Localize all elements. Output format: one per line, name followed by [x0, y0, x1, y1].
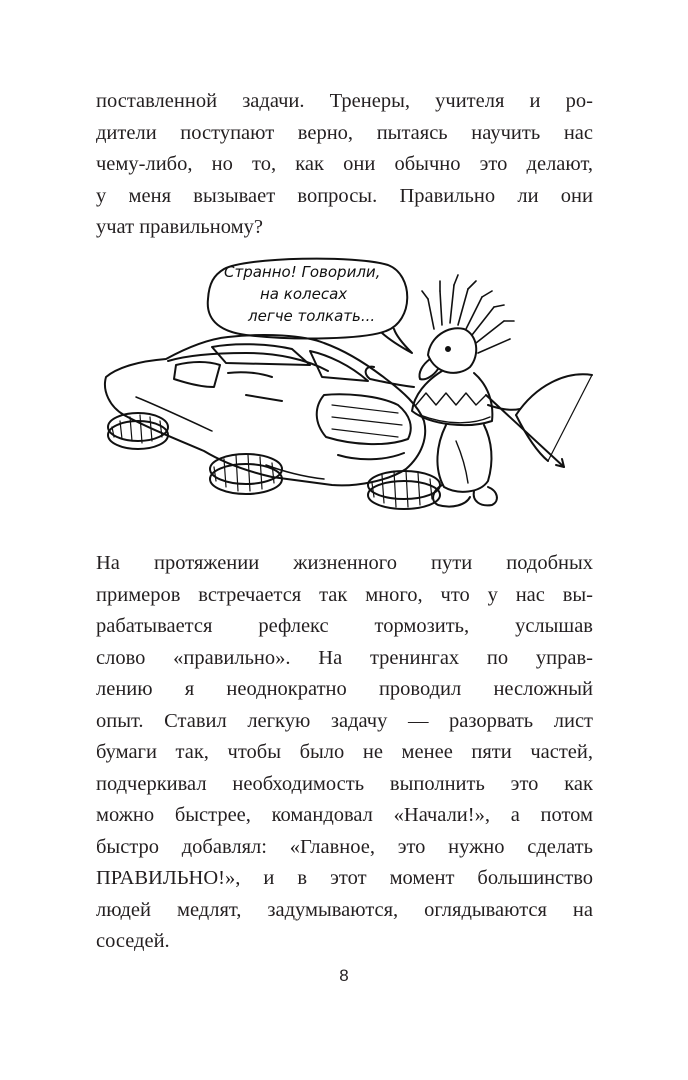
- text-line: поставленной задачи. Тренеры, учителя и ро-: [96, 90, 593, 112]
- text-line: у меня вызывает вопросы. Правильно ли они: [96, 184, 593, 207]
- tire-drawing: [368, 471, 440, 509]
- text-line: На протяжении жизненного пути подобных: [96, 552, 593, 574]
- text-line: подчеркивал необходимость выполнить это как: [96, 772, 593, 795]
- text-line: слово «правильно». На тренингах по управ-: [96, 646, 593, 669]
- car-drawing: [105, 335, 425, 485]
- text-line: бумаги так, чтобы было не менее пяти частей,: [96, 741, 593, 763]
- page-number: 8: [339, 966, 349, 985]
- text-line: лению я неоднократно проводил несложный: [96, 678, 593, 700]
- text-line: ПРАВИЛЬНО!», и в этот момент большинство: [96, 867, 593, 889]
- bow-and-arrow-drawing: [486, 374, 592, 467]
- text-line: рабатывается рефлекс тормозить, услышав: [96, 615, 593, 637]
- text-line: дители поступают верно, пытаясь научить нас: [96, 121, 593, 144]
- text-line: чему-либо, но то, как они обычно это делают,: [96, 153, 593, 175]
- speech-bubble-tail: [382, 329, 412, 353]
- paragraph-top: [96, 86, 593, 244]
- paragraph-bottom: [96, 548, 593, 958]
- text-line: можно быстрее, командовал «Начали!», а потом: [96, 804, 593, 826]
- speech-line: легче толкать...: [248, 307, 376, 325]
- cartoon-illustration: [96, 255, 601, 517]
- text-line: людей медлят, задумываются, оглядываются на: [96, 898, 593, 921]
- text-line: примеров встречается так много, что у нас вы-: [96, 583, 593, 606]
- text-line: быстро добавлял: «Главное, это нужно сделать: [96, 835, 593, 858]
- text-line: учат правильному?: [96, 216, 263, 238]
- text-line: соседей.: [96, 930, 170, 952]
- text-line: опыт. Ставил легкую задачу — разорвать лист: [96, 709, 593, 732]
- speech-line: Странно! Говорили,: [224, 263, 381, 281]
- speech-line: на колесах: [260, 285, 348, 303]
